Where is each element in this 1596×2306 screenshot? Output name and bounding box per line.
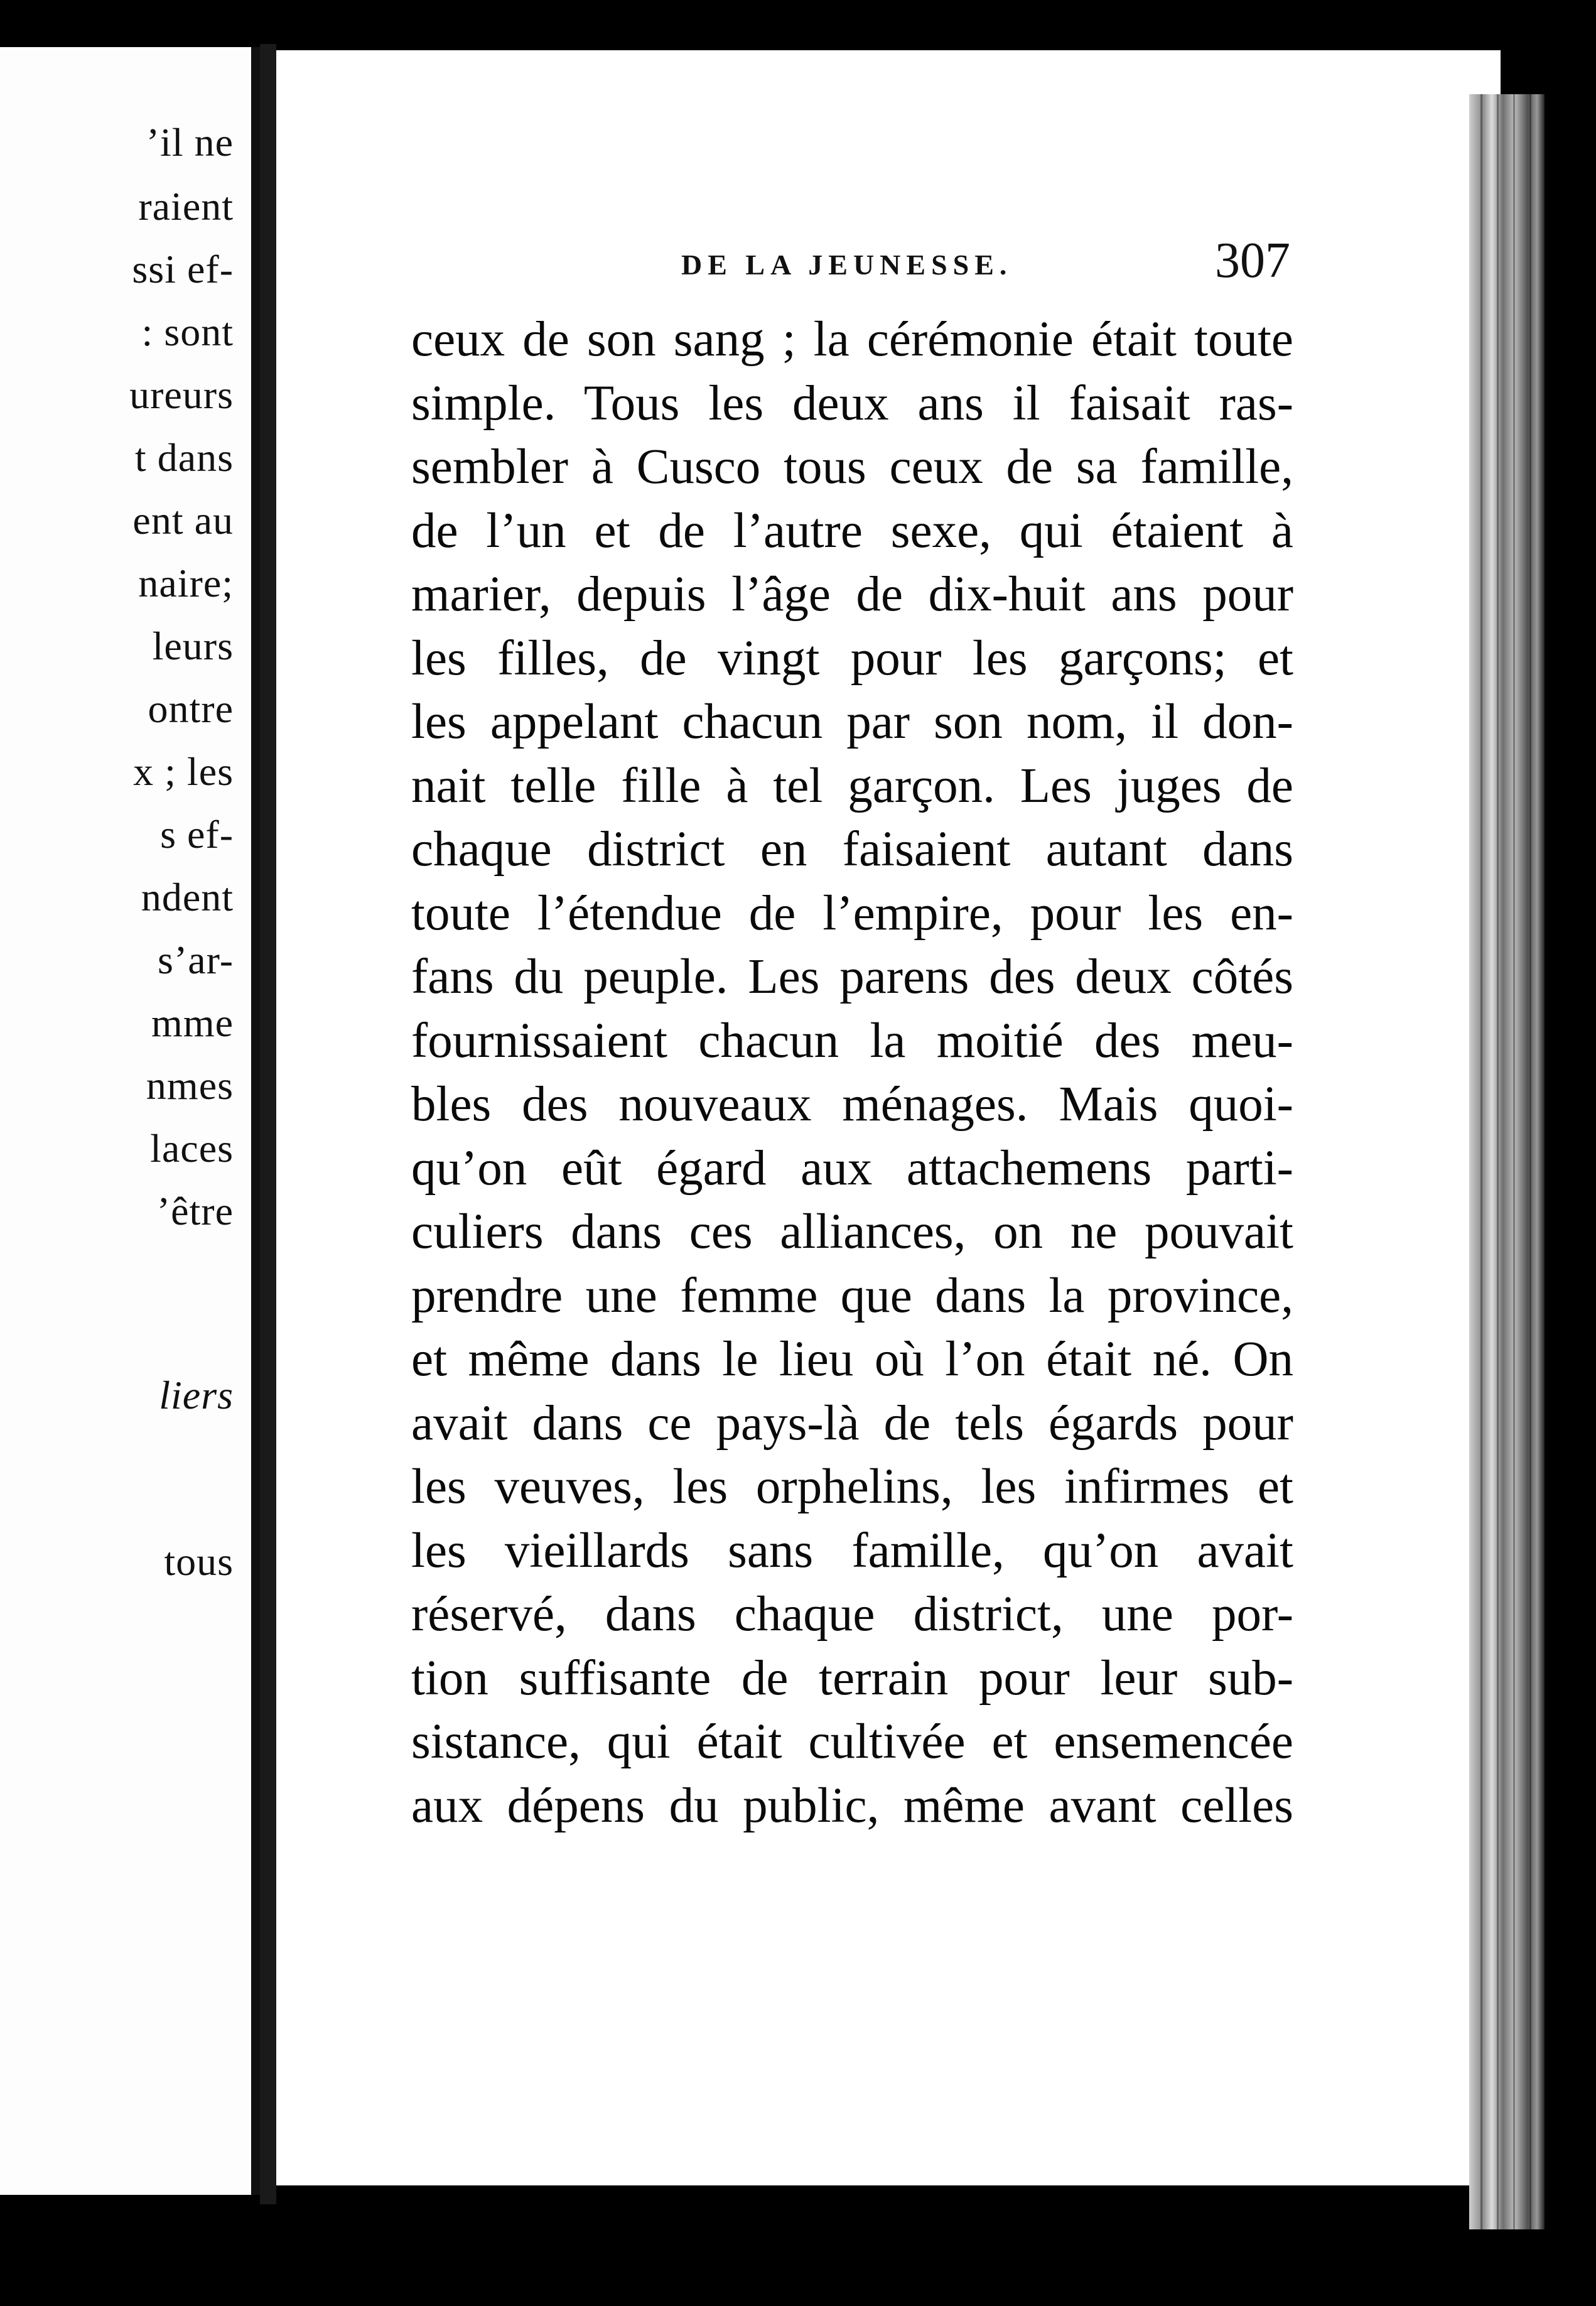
text-line: les appelant chacun par son nom, il don- xyxy=(411,695,1293,749)
text-line: qu’on eût égard aux attachemens parti- xyxy=(411,1140,1293,1196)
left-page-line: tous xyxy=(164,1539,234,1584)
text-line: réservé, dans chaque district, une por- xyxy=(411,1587,1293,1642)
left-page-line: s’ar- xyxy=(158,938,234,982)
text-line: les vieillards sans famille, qu’on avait xyxy=(411,1523,1293,1578)
left-page-line: ndent xyxy=(141,875,234,919)
left-page-line: t dans xyxy=(134,435,234,480)
text-line: prendre une femme que dans la province, xyxy=(411,1268,1293,1323)
left-page-line: mme xyxy=(151,1000,234,1045)
text-line: ceux de son sang ; la cérémonie était toute xyxy=(411,312,1293,367)
text-line: chaque district en faisaient autant dans xyxy=(411,822,1293,877)
text-line: sistance, qui était cultivée et ensemencée xyxy=(411,1714,1293,1769)
left-page-line: raient xyxy=(138,184,234,229)
left-page-line: s ef- xyxy=(160,812,234,857)
left-page-line: x ; les xyxy=(133,749,234,794)
left-page-line: ’être xyxy=(156,1189,234,1233)
text-line: nait telle fille à tel garçon. Les juges de xyxy=(411,758,1293,813)
left-page-line: ssi ef- xyxy=(132,247,234,291)
page-edge xyxy=(1469,94,1545,2229)
text-line: bles des nouveaux ménages. Mais quoi- xyxy=(411,1077,1293,1132)
left-page-line: ontre xyxy=(148,686,234,731)
left-page-line: : sont xyxy=(141,310,234,354)
left-page xyxy=(0,47,260,2195)
left-page-line: nmes xyxy=(146,1063,234,1108)
text-line: les veuves, les orphelins, les infirmes et xyxy=(411,1459,1293,1514)
body-text xyxy=(411,308,1293,1838)
text-line: fans du peuple. Les parens des deux côtés xyxy=(411,950,1293,1004)
text-line: tion suffisante de terrain pour leur sub- xyxy=(411,1650,1293,1706)
text-line: aux dépens du public, même avant celles xyxy=(411,1778,1293,1833)
text-line: culiers dans ces alliances, on ne pouvait xyxy=(411,1204,1293,1259)
text-line: simple. Tous les deux ans il faisait ras- xyxy=(411,376,1293,431)
left-page-line: leurs xyxy=(152,624,234,668)
running-head: DE LA JEUNESSE. xyxy=(681,249,1013,281)
left-page-line: ureurs xyxy=(129,372,234,417)
text-line: les filles, de vingt pour les garçons; et xyxy=(411,631,1293,686)
book-gutter xyxy=(260,44,276,2204)
left-page-line: liers xyxy=(159,1373,234,1417)
text-line: de l’un et de l’autre sexe, qui étaient à xyxy=(411,503,1293,558)
text-line: marier, depuis l’âge de dix-huit ans pour xyxy=(411,567,1293,622)
left-page-line: ent au xyxy=(132,498,234,543)
text-line: toute l’étendue de l’empire, pour les en- xyxy=(411,885,1293,941)
text-line: sembler à Cusco tous ceux de sa famille, xyxy=(411,440,1293,494)
left-page-line: naire; xyxy=(138,561,234,605)
left-page-line: ’il ne xyxy=(146,120,234,165)
left-page-line: laces xyxy=(150,1126,234,1171)
text-line: fournissaient chacun la moitié des meu- xyxy=(411,1013,1293,1068)
text-line: et même dans le lieu où l’on était né. On xyxy=(411,1332,1293,1387)
text-line: avait dans ce pays-là de tels égards pour xyxy=(411,1395,1293,1451)
page-number: 307 xyxy=(1215,233,1290,288)
